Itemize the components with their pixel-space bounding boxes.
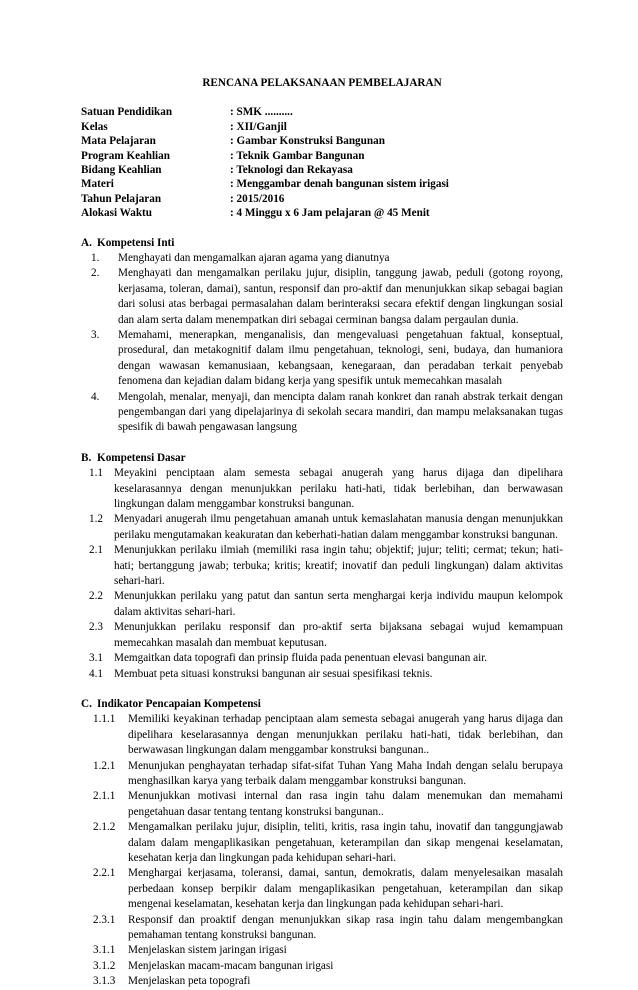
list-item	[81, 251, 563, 266]
section-kompetensi-inti	[81, 236, 563, 436]
item-number: 1.1.1	[93, 713, 116, 726]
document-page	[81, 76, 563, 990]
item-text: Membuat peta situasi konstruksi bangunan air sesuai spesifikasi teknis.	[114, 667, 433, 680]
item-number: 2.2	[89, 590, 103, 603]
meta-key: Tahun Pelajaran	[81, 192, 162, 205]
list-item	[81, 390, 563, 436]
list-item	[81, 866, 563, 912]
list-item	[81, 589, 563, 620]
item-number: 2.1.2	[93, 821, 116, 834]
item-number: 3.1.3	[93, 975, 116, 988]
item-text: Memgaitkan data topografi dan prinsip fluida pada penentuan elevasi bangunan air.	[114, 652, 488, 665]
list-item	[81, 651, 563, 666]
section-indikator	[81, 697, 563, 990]
meta-key: Mata Pelajaran	[81, 135, 156, 148]
item-number: 2.3	[89, 621, 103, 634]
section-letter: B.	[81, 451, 92, 464]
meta-row	[81, 149, 563, 163]
section-kompetensi-dasar	[81, 451, 563, 682]
item-number: 3.1.2	[93, 959, 116, 972]
item-text: Menghargai kerjasama, toleransi, damai, santun, demokratis, dalam menyelesaikan masalah perbedaan konsep berpikir dalam mengaplikasikan pengetahuan, keterampilan dan sikap mengenai keselamatan, kesehatan kerja dan lingkungan pada kehidupan sehari-hari.	[128, 867, 563, 911]
item-text: Menjelaskan sistem jaringan irigasi	[128, 944, 287, 957]
item-number: 2.1	[89, 544, 103, 557]
meta-value: : Teknik Gambar Bangunan	[230, 149, 365, 162]
meta-key: Kelas	[81, 120, 108, 133]
section-title: Kompetensi Dasar	[97, 451, 186, 464]
list-item	[81, 820, 563, 866]
meta-value: : 2015/2016	[230, 192, 285, 205]
list-item	[81, 543, 563, 589]
list-item	[81, 266, 563, 328]
meta-row	[81, 206, 563, 220]
meta-value: : 4 Minggu x 6 Jam pelajaran @ 45 Menit	[230, 207, 430, 220]
item-text: Memiliki keyakinan terhadap penciptaan alam semesta sebagai anugerah yang harus dijaga dan dipelihara keselarasannya dengan menunjukkan perilaku hati-hati, tidak berlebihan, dan berwawasan lingkungan dalam menggambar konstruksi bangunan..	[128, 713, 563, 757]
section-letter: A.	[81, 236, 92, 249]
meta-row	[81, 105, 563, 119]
item-number: 4.1	[89, 667, 103, 680]
item-text: Menunjukan penghayatan terhadap sifat-sifat Tuhan Yang Maha Indah dengan selalu berupaya menghasilkan karya yang terbaik dalam menggambar konstruksi bangunan.	[128, 759, 563, 787]
meta-key: Materi	[81, 178, 114, 191]
section-title: Kompetensi Inti	[97, 236, 175, 249]
meta-value: : Teknologi dan Rekayasa	[230, 163, 353, 176]
item-text: Menunjukkan perilaku yang patut dan santun serta menghargai kerja individu maupun kelompok dalam aktivitas sehari-hari.	[114, 590, 563, 618]
item-text: Meyakini penciptaan alam semesta sebagai anugerah yang harus dijaga dan dipelihara keselarasannya dengan menunjukkan perilaku hati-hati, tidak berlebihan, dan berwawasan lingkungan dalam menggambar konstruksi bangunan.	[114, 467, 563, 511]
item-number: 1.1	[89, 467, 103, 480]
list-item	[81, 466, 563, 512]
item-text: Menunjukkan perilaku responsif dan pro-aktif serta bijaksana sebagai wujud kemampuan memecahkan masalah dan membuat keputusan.	[114, 621, 563, 649]
list-item	[81, 620, 563, 651]
meta-row	[81, 134, 563, 148]
meta-row	[81, 163, 563, 177]
meta-value: : Menggambar denah bangunan sistem irigasi	[230, 178, 449, 191]
meta-value: : Gambar Konstruksi Bangunan	[230, 135, 385, 148]
item-text: Mengamalkan perilaku jujur, disiplin, teliti, kritis, rasa ingin tahu, inovatif dan tanggungjawab dalam dalam mengaplikasikan pengetahuan, keterampilan dan sikap mengenai keselamatan, kesehatan kerja dan lingkungan pada kehidupan sehari-hari.	[128, 821, 563, 864]
item-text: Menjelaskan macam-macam bangunan irigasi	[128, 959, 334, 972]
item-number: 1.2	[89, 513, 103, 526]
item-text: Menunjukkan motivasi internal dan rasa ingin tahu dalam menemukan dan memahami pengetahuan dasar tentang tentang konstruksi bangunan..	[128, 790, 563, 818]
item-text: Menjelaskan peta topografi	[128, 975, 251, 988]
meta-key: Alokasi Waktu	[81, 207, 152, 220]
list-item	[81, 943, 563, 958]
meta-key: Program Keahlian	[81, 149, 170, 162]
list-item	[81, 512, 563, 543]
item-number: 3.1	[89, 652, 103, 665]
list-item	[81, 789, 563, 820]
section-heading	[81, 697, 563, 712]
item-number: 2.1.1	[93, 790, 116, 803]
section-title: Indikator Pencapaian Kompetensi	[97, 697, 261, 710]
item-number: 2.3.1	[93, 913, 116, 926]
section-letter: C.	[81, 697, 92, 710]
meta-value: : SMK ..........	[230, 106, 293, 119]
item-text: Menghayati dan mengamalkan perilaku jujur, disiplin, tanggung jawab, peduli (gotong royong, kerjasama, toleran, damai), santun, responsif dan pro-aktif dan menunjukkan sikap sebagai bagian dari solusi atas berbagai permasalahan dalam berinteraksi secara efektif dengan lingkungan sosial dan alam serta dalam menempatkan diri sebagai cerminan bangsa dalam pergaulan dunia.	[118, 267, 563, 326]
section-heading	[81, 451, 563, 466]
meta-row	[81, 120, 563, 134]
list-item	[81, 759, 563, 790]
item-number: 2.	[91, 267, 100, 280]
meta-value: : XII/Ganjil	[230, 120, 287, 133]
item-number: 4.	[91, 390, 100, 403]
list-item	[81, 667, 563, 682]
list-item	[81, 712, 563, 758]
list-item	[81, 328, 563, 390]
item-text: Responsif dan proaktif dengan menunjukkan sikap rasa ingin tahu dalam mengembangkan pemahaman tentang konstruksi bangunan.	[128, 913, 563, 941]
item-text: Menghayati dan mengamalkan ajaran agama yang dianutnya	[118, 251, 390, 264]
meta-row	[81, 177, 563, 191]
section-heading	[81, 236, 563, 251]
document-title: RENCANA PELAKSANAAN PEMBELAJARAN	[202, 77, 442, 89]
item-text: Menyadari anugerah ilmu pengetahuan amanah untuk kemaslahatan manusia dengan menunjukkan perilaku mengutamakan keakuratan dan keberhati-hatian dalam menggambar konstruksi bangunan.	[114, 513, 563, 541]
item-number: 3.	[91, 328, 100, 341]
item-number: 1.	[91, 251, 100, 264]
list-item	[81, 974, 563, 989]
item-number: 3.1.1	[93, 944, 116, 957]
list-item	[81, 913, 563, 944]
list-item	[81, 959, 563, 974]
item-text: Mengolah, menalar, menyaji, dan mencipta dalam ranah konkret dan ranah abstrak terkait dengan pengembangan dari yang dipelajarinya di sekolah secara mandiri, dan mampu melaksanakan tugas spesifik di bawah pengawasan langsung	[118, 390, 563, 434]
meta-row	[81, 192, 563, 206]
item-text: Memahami, menerapkan, menganalisis, dan mengevaluasi pengetahuan faktual, konseptual, prosedural, dan metakognitif dalam ilmu pengetahuan, teknologi, seni, budaya, dan humaniora dengan wawasan kemanusiaan, kebangsaan, kenegaraan, dan peradaban terkait penyebab fenomena dan kejadian dalam bidang kerja yang spesifik untuk memecahkan masalah	[118, 328, 563, 388]
meta-key: Satuan Pendidikan	[81, 106, 173, 119]
item-number: 2.2.1	[93, 867, 116, 880]
meta-table	[81, 105, 563, 220]
meta-key: Bidang Keahlian	[81, 163, 162, 176]
item-number: 1.2.1	[93, 759, 116, 772]
item-text: Menunjukkan perilaku ilmiah (memiliki rasa ingin tahu; objektif; jujur; teliti; cermat; tekun; hati-hati; bertanggung jawab; terbuka; kritis; kreatif; inovatif dan peduli lingkungan) dalam aktivitas sehari-hari.	[114, 544, 563, 588]
